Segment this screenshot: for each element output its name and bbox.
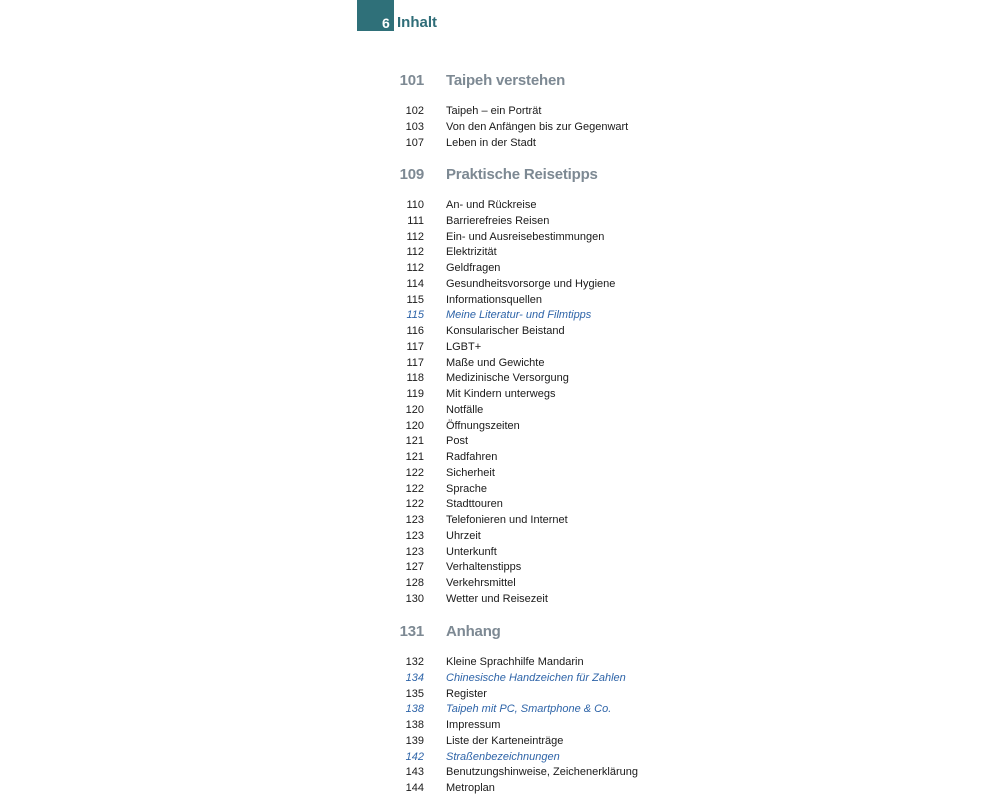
toc-entry[interactable]: [0, 308, 1000, 324]
toc-entry[interactable]: [0, 545, 1000, 561]
entry-title: Liste der Karteneinträge: [446, 734, 564, 747]
entry-page-number: 112: [406, 230, 424, 243]
entry-title: Stadttouren: [446, 498, 503, 511]
toc-entry[interactable]: [0, 120, 1000, 136]
entry-page-number: 138: [405, 719, 424, 731]
entry-title: Medizinische Versorgung: [446, 372, 569, 385]
page-number: 6: [382, 15, 390, 31]
entry-title: Notfälle: [446, 403, 484, 416]
section-title: Praktische Reisetipps: [446, 166, 598, 183]
entry-page-number: 114: [406, 277, 424, 290]
entry-page-number: 122: [405, 466, 424, 479]
toc-entry[interactable]: [0, 529, 1000, 545]
entry-title: Metroplan: [446, 782, 495, 794]
entry-title: Leben in der Stadt: [446, 136, 536, 149]
section-page-number: 101: [399, 72, 424, 89]
entry-page-number: 120: [405, 419, 424, 432]
entry-title: Register: [446, 687, 487, 700]
entry-page-number: 107: [405, 136, 424, 149]
entry-page-number: 132: [405, 656, 424, 668]
entry-page-number: 143: [405, 766, 424, 779]
toc-entry-list: [0, 655, 1000, 797]
entry-page-number: 112: [406, 262, 424, 274]
toc-entry[interactable]: [0, 750, 1000, 766]
entry-title: Öffnungszeiten: [446, 419, 520, 432]
section-page-number: 109: [399, 166, 424, 183]
toc-section: [0, 164, 1000, 608]
toc-entry[interactable]: [0, 356, 1000, 372]
toc-entry[interactable]: [0, 513, 1000, 529]
entry-page-number: 117: [406, 340, 424, 353]
entry-title: Sprache: [446, 482, 487, 495]
entry-page-number: 135: [405, 687, 424, 700]
entry-page-number: 110: [406, 199, 424, 211]
toc-section: [0, 70, 1000, 151]
toc-entry[interactable]: [0, 482, 1000, 498]
toc-entry[interactable]: [0, 245, 1000, 261]
toc-entry[interactable]: [0, 214, 1000, 230]
entry-page-number: 116: [406, 325, 424, 337]
toc-entry[interactable]: [0, 592, 1000, 608]
entry-title: Benutzungshinweise, Zeichenerklärung: [446, 766, 639, 779]
entry-page-number: 138: [405, 703, 424, 716]
toc-entry[interactable]: [0, 340, 1000, 356]
entry-title: Elektrizität: [446, 246, 497, 259]
entry-page-number: 102: [405, 105, 424, 117]
entry-title: Maße und Gewichte: [446, 356, 545, 369]
toc-entry[interactable]: [0, 324, 1000, 340]
entry-title: Verkehrsmittel: [446, 577, 516, 589]
entry-title: LGBT+: [446, 340, 482, 353]
entry-page-number: 120: [405, 403, 424, 416]
section-title: Anhang: [446, 623, 501, 640]
entry-title: Geldfragen: [446, 262, 501, 274]
entry-page-number: 103: [405, 120, 424, 133]
entry-title: Straßenbezeichnungen: [446, 750, 560, 763]
entry-page-number: 117: [406, 356, 424, 369]
entry-title: Unterkunft: [446, 545, 497, 558]
entry-title: Verhaltenstipps: [446, 561, 522, 574]
entry-title: Sicherheit: [446, 466, 495, 479]
entry-title: Radfahren: [446, 451, 498, 463]
entry-page-number: 123: [405, 529, 424, 542]
entry-page-number: 122: [405, 482, 424, 495]
toc-entry[interactable]: [0, 655, 1000, 671]
entry-title: Impressum: [446, 719, 501, 731]
entry-title: Konsularischer Beistand: [446, 325, 565, 337]
toc-entry[interactable]: [0, 576, 1000, 592]
toc-entry[interactable]: [0, 293, 1000, 309]
section-heading[interactable]: [0, 70, 1000, 92]
entry-page-number: 115: [406, 293, 424, 306]
entry-title: Meine Literatur- und Filmtipps: [446, 309, 592, 322]
entry-page-number: 128: [405, 577, 424, 589]
entry-title: An- und Rückreise: [446, 199, 537, 211]
toc-entry[interactable]: [0, 497, 1000, 513]
entry-page-number: 121: [405, 451, 424, 463]
entry-page-number: 119: [406, 388, 424, 400]
entry-title: Kleine Sprachhilfe Mandarin: [446, 656, 584, 668]
entry-page-number: 112: [406, 246, 424, 259]
toc-entry[interactable]: [0, 136, 1000, 152]
entry-page-number: 121: [405, 435, 424, 448]
toc-entry[interactable]: [0, 765, 1000, 781]
entry-title: Telefonieren und Internet: [446, 514, 568, 526]
toc-entry[interactable]: [0, 277, 1000, 293]
entry-title: Uhrzeit: [446, 529, 481, 542]
entry-page-number: 139: [405, 734, 424, 747]
entry-title: Post: [446, 435, 469, 448]
entry-title: Taipeh mit PC, Smartphone & Co.: [446, 703, 612, 716]
toc-section: [0, 621, 1000, 797]
entry-page-number: 134: [405, 671, 424, 684]
entry-title: Chinesische Handzeichen für Zahlen: [446, 671, 626, 684]
entry-title: Taipeh – ein Porträt: [446, 105, 542, 117]
toc-entry[interactable]: [0, 371, 1000, 387]
section-heading[interactable]: [0, 621, 1000, 643]
toc-entry[interactable]: [0, 419, 1000, 435]
toc-entry[interactable]: [0, 560, 1000, 576]
toc-entry[interactable]: [0, 434, 1000, 450]
toc-entry[interactable]: [0, 261, 1000, 277]
entry-title: Barrierefreies Reisen: [446, 214, 550, 227]
entry-page-number: 122: [405, 498, 424, 511]
entry-page-number: 123: [405, 545, 424, 558]
entry-title: Gesundheitsvorsorge und Hygiene: [446, 277, 616, 290]
entry-page-number: 127: [405, 561, 424, 574]
toc-entry[interactable]: [0, 671, 1000, 687]
toc-entry[interactable]: [0, 104, 1000, 120]
toc-entry[interactable]: [0, 702, 1000, 718]
toc-entry[interactable]: [0, 466, 1000, 482]
toc-entry[interactable]: [0, 450, 1000, 466]
entry-page-number: 118: [406, 372, 424, 385]
page-title: Inhalt: [397, 14, 437, 31]
section-title: Taipeh verstehen: [446, 72, 566, 89]
toc-entry[interactable]: [0, 734, 1000, 750]
section-heading[interactable]: [0, 164, 1000, 186]
toc-entry[interactable]: [0, 718, 1000, 734]
section-page-number: 131: [399, 623, 424, 640]
entry-title: Wetter und Reisezeit: [446, 592, 548, 605]
toc-entry-list: [0, 104, 1000, 151]
toc-entry[interactable]: [0, 687, 1000, 703]
entry-page-number: 111: [407, 214, 424, 227]
entry-title: Von den Anfängen bis zur Gegenwart: [446, 120, 629, 133]
toc-entry[interactable]: [0, 198, 1000, 214]
toc-entry[interactable]: [0, 387, 1000, 403]
toc-entry[interactable]: [0, 403, 1000, 419]
entry-title: Informationsquellen: [446, 293, 543, 306]
entry-page-number: 115: [406, 309, 424, 322]
entry-title: Mit Kindern unterwegs: [446, 388, 556, 400]
entry-page-number: 123: [405, 514, 424, 526]
entry-title: Ein- und Ausreisebestimmungen: [446, 230, 605, 243]
toc-entry[interactable]: [0, 781, 1000, 797]
toc-entry[interactable]: [0, 230, 1000, 246]
toc-entry-list: [0, 198, 1000, 608]
entry-page-number: 130: [405, 592, 424, 605]
entry-page-number: 144: [405, 782, 424, 794]
entry-page-number: 142: [405, 750, 424, 763]
